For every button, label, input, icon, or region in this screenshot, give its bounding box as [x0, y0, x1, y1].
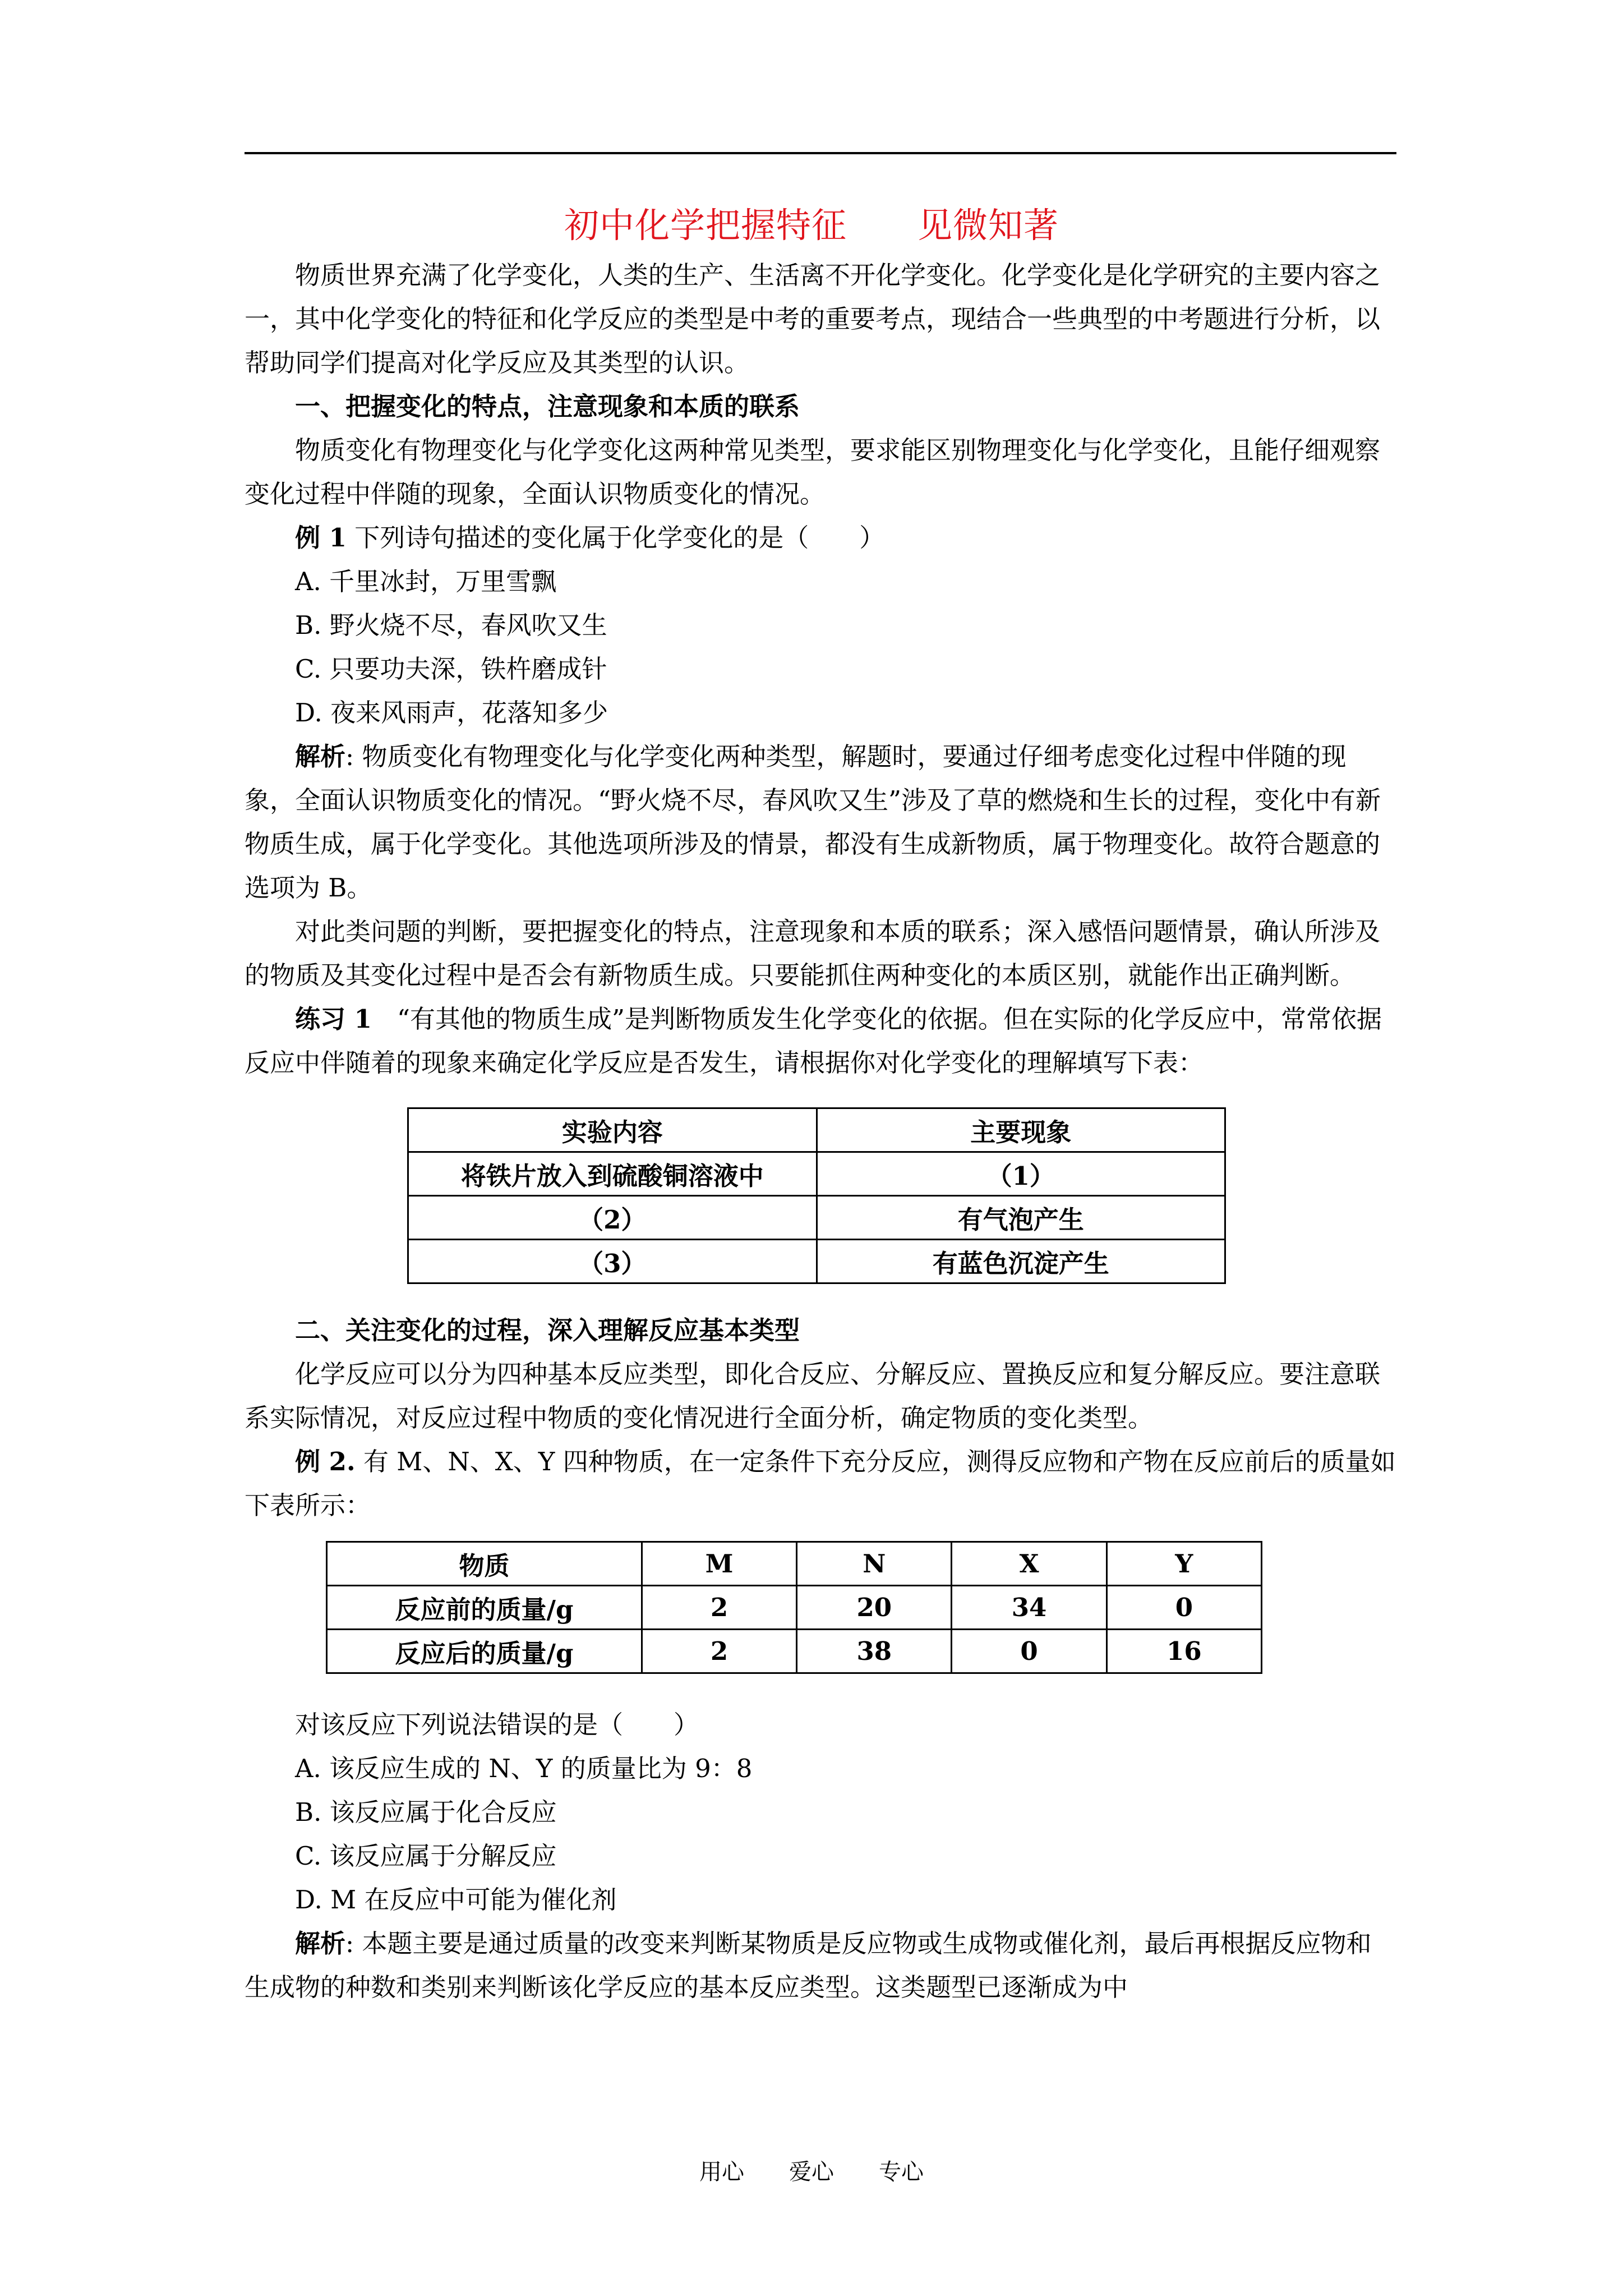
table-cell: 2: [642, 1586, 797, 1630]
example2-option-a: A. 该反应生成的 N、Y 的质量比为 9：8: [295, 1754, 753, 1783]
example2-analysis-text: : 本题主要是通过质量的改变来判断某物质是反应物或生成物或催化剂，最后再根据反应物和生成物的种数和类别来判断该化学反应的基本反应类型。这类题型已逐渐成为中: [245, 1929, 1372, 2002]
header-rule: [245, 152, 1396, 154]
example1-analysis: [245, 735, 1396, 910]
table-cell: 反应前的质量/g: [327, 1586, 642, 1630]
page-footer: 用心 爱心 专心: [699, 2159, 924, 2185]
table-header-row: [327, 1542, 1262, 1586]
practice1-text: “有其他的物质生成”是判断物质发生化学变化的依据。但在实际的化学反应中，常常依据反应中伴随着的现象来确定化学反应是否发生，请根据你对化学变化的理解填写下表：: [245, 1004, 1382, 1078]
table-cell: 有蓝色沉淀产生: [817, 1240, 1225, 1283]
example1-analysis-label: 解析: [295, 742, 346, 771]
example2-analysis: [245, 1922, 1396, 2009]
example2-option-b: B. 该反应属于化合反应: [295, 1797, 557, 1827]
table-header-cell: M: [642, 1542, 797, 1586]
example2-option-c: C. 该反应属于分解反应: [295, 1841, 557, 1871]
table-cell: 34: [952, 1586, 1106, 1630]
practice1-paragraph: [245, 997, 1396, 1085]
table-cell: 0: [1106, 1586, 1261, 1630]
table-header-cell: 物质: [327, 1542, 642, 1586]
practice1-table: [407, 1107, 1226, 1284]
table-header-cell: 主要现象: [817, 1108, 1225, 1152]
example2-label: 例 2.: [295, 1447, 356, 1476]
example2-question: [245, 1440, 1396, 1527]
document-body: [245, 254, 1396, 2009]
example2-analysis-label: 解析: [295, 1929, 346, 1958]
table-cell: 反应后的质量/g: [327, 1630, 642, 1673]
document-title: 初中化学把握特征 见微知著: [564, 205, 1059, 246]
intro-paragraph: 物质世界充满了化学变化，人类的生产、生活离不开化学变化。化学变化是化学研究的主要内容之一，其中化学变化的特征和化学反应的类型是中考的重要考点，现结合一些典型的中考题进行分析，以帮助同学们提高对化学反应及其类型的认识。: [245, 260, 1381, 378]
table-row: [327, 1586, 1262, 1630]
table-row: [408, 1240, 1225, 1283]
example2-question-text: 有 M、N、X、Y 四种物质，在一定条件下充分反应，测得反应物和产物在反应前后的质量如下表所示：: [245, 1447, 1396, 1520]
table-cell: 0: [952, 1630, 1106, 1673]
table-header-cell: X: [952, 1542, 1106, 1586]
section2-body: 化学反应可以分为四种基本反应类型，即化合反应、分解反应、置换反应和复分解反应。要注意联系实际情况，对反应过程中物质的变化情况进行全面分析，确定物质的变化类型。: [245, 1359, 1381, 1433]
example1-option-c: C. 只要功夫深，铁杵磨成针: [295, 654, 607, 684]
table-cell: 有气泡产生: [817, 1196, 1225, 1240]
table-row: [408, 1196, 1225, 1240]
example1-option-d: D. 夜来风雨声，花落知多少: [295, 698, 608, 728]
example1-question: [245, 516, 1396, 560]
example1-option-b: B. 野火烧不尽，春风吹又生: [295, 610, 607, 640]
section2-heading: 二、关注变化的过程，深入理解反应基本类型: [295, 1315, 800, 1345]
table-header-cell: N: [797, 1542, 952, 1586]
practice1-label: 练习 1: [295, 1004, 372, 1034]
table-row: [327, 1630, 1262, 1673]
table-header-row: [408, 1108, 1225, 1152]
section1-heading: 一、把握变化的特点，注意现象和本质的联系: [295, 392, 800, 421]
section1-body: 物质变化有物理变化与化学变化这两种常见类型，要求能区别物理变化与化学变化，且能仔细观察变化过程中伴随的现象，全面认识物质变化的情况。: [245, 435, 1381, 509]
table-header-cell: 实验内容: [408, 1108, 817, 1152]
table-cell: 20: [797, 1586, 952, 1630]
example1-question-text: 下列诗句描述的变化属于化学变化的是（ ）: [346, 523, 885, 553]
example1-summary: 对此类问题的判断，要把握变化的特点，注意现象和本质的联系；深入感悟问题情景，确认所涉及的物质及其变化过程中是否会有新物质生成。只要能抓住两种变化的本质区别，就能作出正确判断。: [245, 917, 1381, 990]
example1-label: 例 1: [295, 523, 347, 553]
example2-table: [326, 1541, 1262, 1674]
table-row: [408, 1152, 1225, 1196]
table-header-cell: Y: [1106, 1542, 1261, 1586]
table-cell: （1）: [817, 1152, 1225, 1196]
example2-option-d: D. M 在反应中可能为催化剂: [295, 1885, 617, 1915]
table-cell: 2: [642, 1630, 797, 1673]
table-cell: （3）: [408, 1240, 817, 1283]
example1-analysis-text: : 物质变化有物理变化与化学变化两种类型，解题时，要通过仔细考虑变化过程中伴随的现象，全面认识物质变化的情况。“野火烧不尽，春风吹又生”涉及了草的燃烧和生长的过程，变化中有新物质生成，属于化学变化。其他选项所涉及的情景，都没有生成新物质，属于物理变化。故符合题意的选项为 B。: [245, 742, 1381, 903]
table-cell: 将铁片放入到硫酸铜溶液中: [408, 1152, 817, 1196]
example1-option-a: A. 千里冰封，万里雪飘: [295, 567, 557, 596]
table-cell: （2）: [408, 1196, 817, 1240]
table-cell: 16: [1106, 1630, 1261, 1673]
example2-prompt: 对该反应下列说法错误的是（ ）: [295, 1710, 699, 1740]
table-cell: 38: [797, 1630, 952, 1673]
